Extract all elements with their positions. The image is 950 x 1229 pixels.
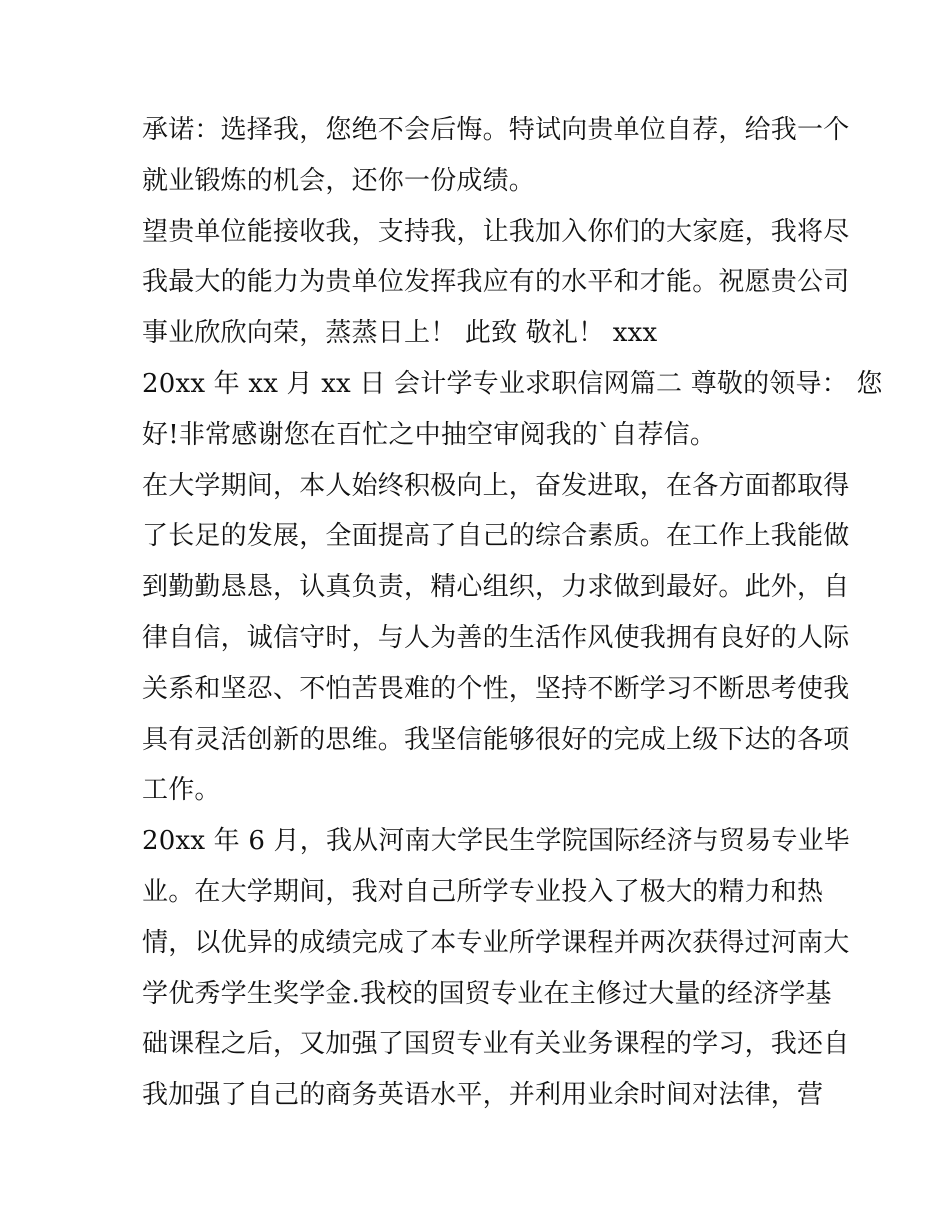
text-line: 承诺：选择我，您绝不会后悔。特试向贵单位自荐，给我一个: [142, 115, 850, 145]
text-line: 关系和坚忍、不怕苦畏难的个性，坚持不断学习不断思考使我: [142, 673, 850, 704]
text-line: 础课程之后，又加强了国贸专业有关业务课程的学习，我还自: [142, 1029, 850, 1060]
text-line: 学优秀学生奖学金.我校的国贸专业在主修过大量的经济学基: [142, 978, 832, 1009]
text-line: 我最大的能力为贵单位发挥我应有的水平和才能。祝愿贵公司: [142, 267, 850, 298]
text-line: 工作。: [142, 775, 221, 806]
text-line: 好!非常感谢您在百忙之中抽空审阅我的`自荐信。: [142, 419, 717, 450]
document-body-text: [142, 105, 883, 1121]
text-line: 就业锻炼的机会，还你一份成绩。: [142, 165, 536, 196]
text-line: 具有灵活创新的思维。我坚信能够很好的完成上级下达的各项: [142, 724, 850, 755]
text-line: 我加强了自己的商务英语水平，并利用业余时间对法律，营: [142, 1080, 824, 1111]
text-line: 20xx 年 6 月，我从河南大学民生学院国际经济与贸易专业毕: [142, 826, 850, 857]
text-line: 了长足的发展，全面提高了自己的综合素质。在工作上我能做: [142, 521, 850, 552]
text-line: 情，以优异的成绩完成了本专业所学课程并两次获得过河南大: [142, 927, 850, 958]
text-line: 到勤勤恳恳，认真负责，精心组织，力求做到最好。此外，自: [142, 572, 850, 603]
text-line: 律自信，诚信守时，与人为善的生活作风使我拥有良好的人际: [142, 622, 850, 653]
text-line: 事业欣欣向荣，蒸蒸日上！ 此致 敬礼！ xxx: [142, 318, 658, 349]
text-line: 在大学期间，本人始终积极向上，奋发进取，在各方面都取得: [142, 470, 850, 501]
text-line: 20xx 年 xx 月 xx 日 会计学专业求职信网篇二 尊敬的领导： 您: [142, 368, 883, 399]
text-line: 业。在大学期间，我对自己所学专业投入了极大的精力和热: [142, 876, 824, 907]
text-line: 望贵单位能接收我，支持我，让我加入你们的大家庭，我将尽: [142, 216, 850, 247]
